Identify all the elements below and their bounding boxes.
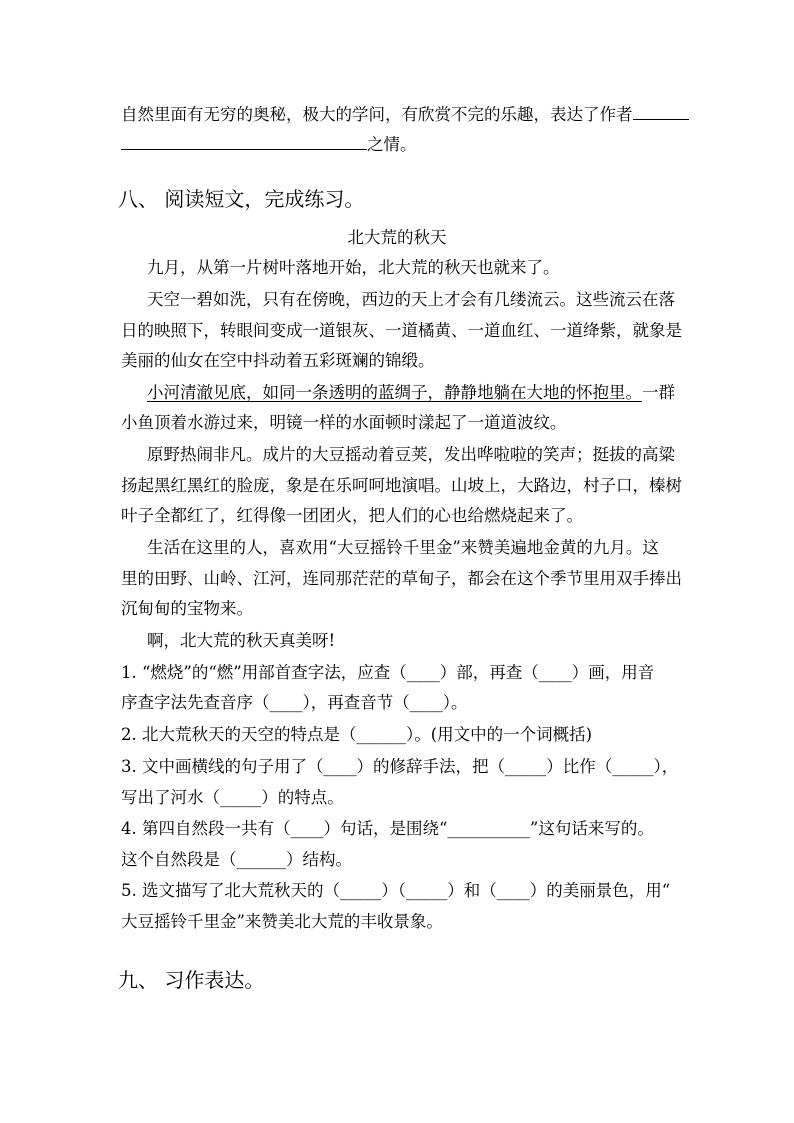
paragraph-3-line-2: 小鱼顶着水游过来，明镜一样的水面顿时漾起了一道道波纹。: [121, 413, 567, 432]
question-3-line-1: 3. 文中画横线的句子用了（____）的修辞手法，把（_____）比作（_____），: [121, 757, 679, 776]
answer-blank: [633, 103, 689, 120]
paragraph-4-line-1: 原野热闹非凡。成片的大豆摇动着豆荚，发出哗啦啦的笑声；挺拔的高粱: [147, 445, 675, 464]
paragraph-5-line-1: 生活在这里的人，喜欢用“大豆摇铃千里金”来赞美遍地金黄的九月。这: [147, 538, 659, 557]
paragraph-1: 九月，从第一片树叶落地开始，北大荒的秋天也就来了。: [147, 258, 560, 277]
paragraph-2-line-3: 美丽的仙女在空中抖动着五彩斑斓的锦缎。: [121, 351, 435, 370]
section-9-heading: 九、 习作表达。: [118, 968, 265, 992]
answer-blank: [121, 133, 367, 150]
paragraph-2-line-2: 日的映照下，转眼间变成一道银灰、一道橘黄、一道血红、一道绛紫，就象是: [121, 321, 682, 340]
prev-question-text: 自然里面有无穷的奥秘，极大的学问，有欣赏不完的乐趣，表达了作者: [121, 105, 633, 124]
paragraph-3-line-1: [147, 382, 675, 404]
question-4-line-1: 4. 第四自然段一共有（____）句话，是围绕“__________”这句话来写的。: [121, 819, 654, 838]
question-5-line-2: 大豆摇铃千里金”来赞美北大荒的丰收景象。: [121, 912, 443, 931]
question-4-line-2: 这个自然段是（______）结构。: [121, 850, 352, 869]
paragraph-5-line-2: 里的田野、山岭、江河，连同那茫茫的草甸子，都会在这个季节里用双手捧出: [121, 569, 682, 588]
prev-question-line-2: [121, 133, 417, 156]
paragraph-4-line-2: 扬起黑红黑红的脸庞，象是在乐呵呵地演唱。山坡上，大路边，村子口，榛树: [121, 476, 682, 495]
question-2: 2. 北大荒秋天的天空的特点是（______）。(用文中的一个词概括): [121, 725, 593, 744]
paragraph-4-line-3: 叶子全都红了，红得像一团团火，把人们的心也给燃烧起来了。: [121, 506, 583, 525]
underlined-sentence: 小河清澈见底，如同一条透明的蓝绸子，静静地躺在大地的怀抱里。: [147, 383, 642, 402]
paragraph-6: 啊，北大荒的秋天真美呀!: [147, 631, 336, 650]
passage-title: 北大荒的秋天: [347, 228, 447, 247]
question-1-line-2: 序查字法先查音序（____），再查音节（____）。: [121, 693, 468, 712]
prev-question-end: 之情。: [367, 135, 417, 154]
question-1-line-1: 1. “燃烧”的“燃”用部首查字法，应查（____）部，再查（____）画，用音: [121, 663, 655, 682]
paragraph-2-line-1: 天空一碧如洗，只有在傍晚，西边的天上才会有几缕流云。这些流云在落: [147, 290, 675, 309]
question-5-line-1: 5. 选文描写了北大荒秋天的（_____）（_____）和（____）的美丽景色，用“: [121, 881, 671, 900]
prev-question-line-1: [121, 103, 689, 126]
paragraph-3-rest: 一群: [642, 383, 675, 402]
question-3-line-2: 写出了河水（_____）的特点。: [121, 788, 344, 807]
section-8-heading: 八、 阅读短文，完成练习。: [118, 187, 365, 211]
paragraph-5-line-3: 沉甸甸的宝物来。: [121, 599, 253, 618]
